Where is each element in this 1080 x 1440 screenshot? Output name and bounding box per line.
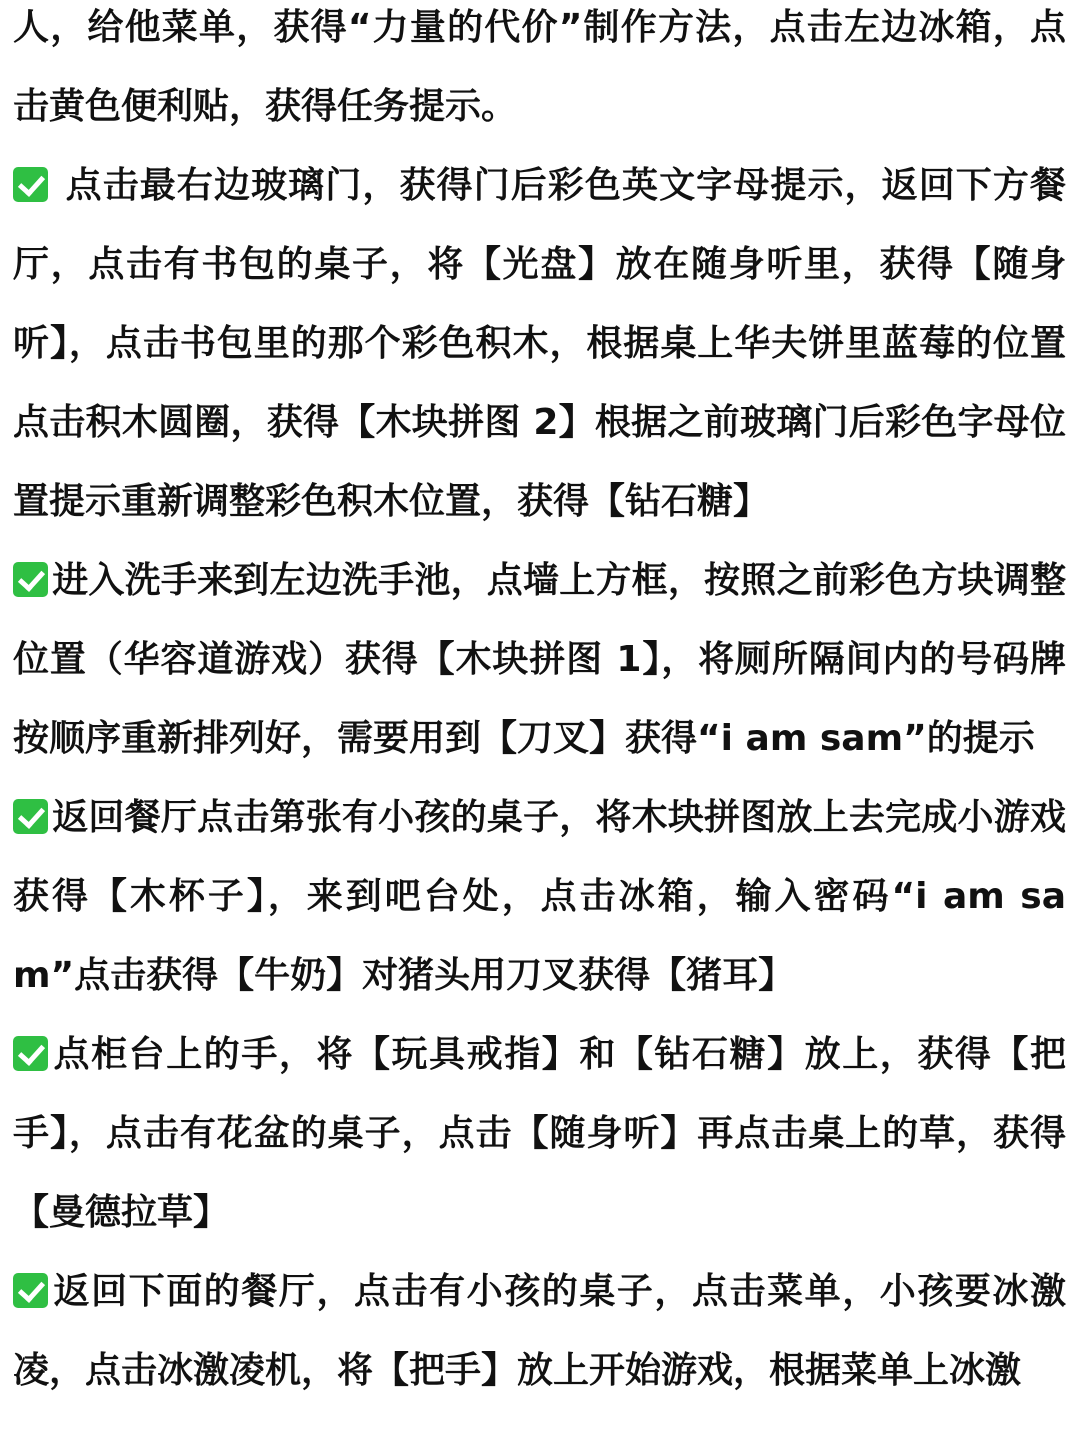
- check-mark-icon: [13, 167, 48, 202]
- check-mark-icon: [13, 799, 48, 834]
- paragraph-text: 返回餐厅点击第张有小孩的桌子，将木块拼图放上去完成小游戏获得【木杯子】，来到吧台处，点击冰箱，输入密码“i am sam”点击获得【牛奶】对猪头用刀叉获得【猪耳】: [13, 797, 1066, 996]
- paragraph-text: 人，给他菜单，获得“力量的代价”制作方法，点击左边冰箱，点击黄色便利贴，获得任务提示。: [13, 7, 1066, 127]
- paragraph-step: [13, 778, 1066, 1015]
- check-mark-icon: [13, 562, 48, 597]
- paragraph-intro: [13, 0, 1066, 146]
- check-mark-icon: [13, 1036, 48, 1071]
- paragraph-text: 点柜台上的手，将【玩具戒指】和【钻石糖】放上，获得【把手】，点击有花盆的桌子，点击【随身听】再点击桌上的草，获得【曼德拉草】: [13, 1034, 1066, 1233]
- paragraph-text: 进入洗手来到左边洗手池，点墙上方框，按照之前彩色方块调整位置（华容道游戏）获得【木块拼图 1】，将厕所隔间内的号码牌按顺序重新排列好，需要用到【刀叉】获得“i am sam”的提示: [13, 560, 1066, 759]
- paragraph-text: 点击最右边玻璃门，获得门后彩色英文字母提示，返回下方餐厅，点击有书包的桌子，将【光盘】放在随身听里，获得【随身听】，点击书包里的那个彩色积木，根据桌上华夫饼里蓝莓的位置点击积木圆圈，获得【木块拼图 2】根据之前玻璃门后彩色字母位置提示重新调整彩色积木位置，获得【钻石糖】: [13, 165, 1066, 522]
- paragraph-step: [13, 146, 1066, 541]
- check-mark-icon: [13, 1273, 48, 1308]
- paragraph-step: [13, 1015, 1066, 1252]
- paragraph-step: [13, 1252, 1066, 1410]
- paragraph-step: [13, 541, 1066, 778]
- paragraph-text: 返回下面的餐厅，点击有小孩的桌子，点击菜单，小孩要冰激凌，点击冰激凌机，将【把手】放上开始游戏，根据菜单上冰激: [13, 1271, 1066, 1391]
